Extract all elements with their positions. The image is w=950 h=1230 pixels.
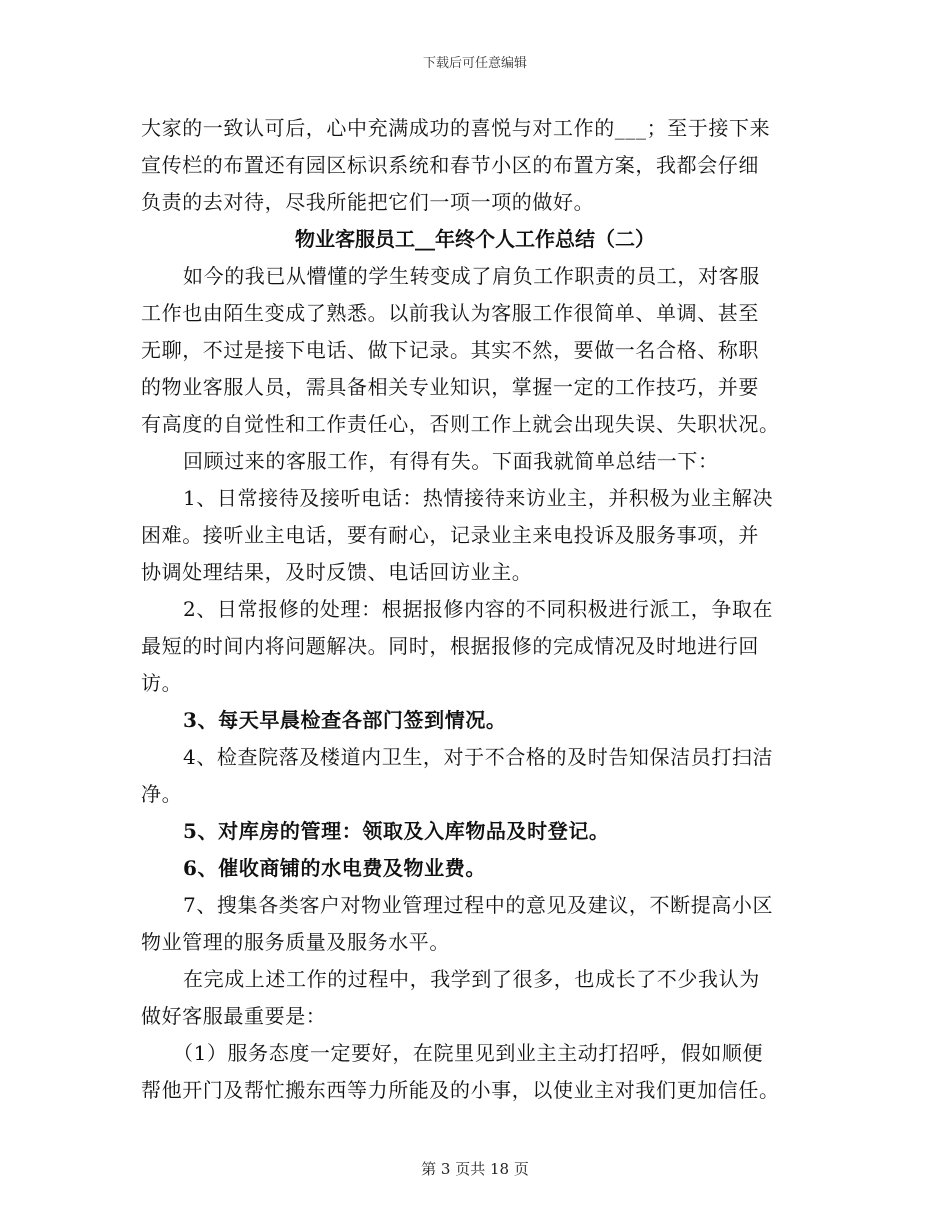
- paragraph-line: 大家的一致认可后，心中充满成功的喜悦与对工作的___；至于接下来: [141, 116, 771, 140]
- page-header: 下载后可任意编辑: [422, 56, 527, 71]
- list-item-4: 4、检查院落及楼道内卫生，对于不合格的及时告知保洁员打扫洁: [183, 745, 774, 769]
- paragraph-line: 如今的我已从懵懂的学生转变成了肩负工作职责的员工，对客服: [183, 264, 760, 288]
- list-item-7: 7、搜集各类客户对物业管理过程中的意见及建议，不断提高小区: [183, 893, 774, 917]
- paragraph-line: 回顾过来的客服工作，有得有失。下面我就简单总结一下：: [183, 449, 719, 473]
- paragraph-line: 最短的时间内将问题解决。同时，根据报修的完成情况及时地进行回: [141, 634, 759, 658]
- list-item-5: 5、对库房的管理：领取及入库物品及时登记。: [183, 819, 610, 843]
- list-item-2: 2、日常报修的处理：根据报修内容的不同积极进行派工，争取在: [183, 597, 774, 621]
- paragraph-line: 宣传栏的布置还有园区标识系统和春节小区的布置方案，我都会仔细: [141, 153, 759, 177]
- paragraph-line: 物业管理的服务质量及服务水平。: [141, 930, 450, 954]
- list-item-1: 1、日常接待及接听电话：热情接待来访业主，并积极为业主解决: [183, 486, 774, 510]
- paragraph-line: 工作也由陌生变成了熟悉。以前我认为客服工作很简单、单调、甚至: [141, 301, 759, 325]
- section-title: 物业客服员工__年终个人工作总结（二）: [295, 227, 655, 251]
- paragraph-line: 负责的去对待，尽我所能把它们一项一项的做好。: [141, 190, 595, 214]
- page-footer: 第 3 页共 18 页: [421, 1160, 529, 1178]
- paragraph-line: 困难。接听业主电话，要有耐心，记录业主来电投诉及服务事项，并: [141, 523, 759, 547]
- paragraph-line: 访。: [141, 671, 183, 695]
- paragraph-line: 帮他开门及帮忙搬东西等力所能及的小事，以使业主对我们更加信任。: [141, 1078, 780, 1102]
- paragraph-line: 净。: [141, 782, 183, 806]
- list-item-3: 3、每天早晨检查各部门签到情况。: [183, 708, 507, 732]
- paragraph-line: 协调处理结果，及时反馈、电话回访业主。: [141, 560, 533, 584]
- document-body: [141, 110, 809, 1109]
- paragraph-line: 无聊，不过是接下电话、做下记录。其实不然，要做一名合格、称职: [141, 338, 759, 362]
- list-item-6: 6、催收商铺的水电费及物业费。: [183, 856, 486, 880]
- paragraph-line: 有高度的自觉性和工作责任心，否则工作上就会出现失误、失职状况。: [141, 412, 780, 436]
- paragraph-line: 在完成上述工作的过程中，我学到了很多，也成长了不少我认为: [183, 967, 760, 991]
- paragraph-line: 做好客服最重要是：: [141, 1004, 327, 1028]
- numbered-point-1: （1）服务态度一定要好，在院里见到业主主动打招呼，假如顺便: [173, 1041, 764, 1065]
- paragraph-line: 的物业客服人员，需具备相关专业知识，掌握一定的工作技巧，并要: [141, 375, 759, 399]
